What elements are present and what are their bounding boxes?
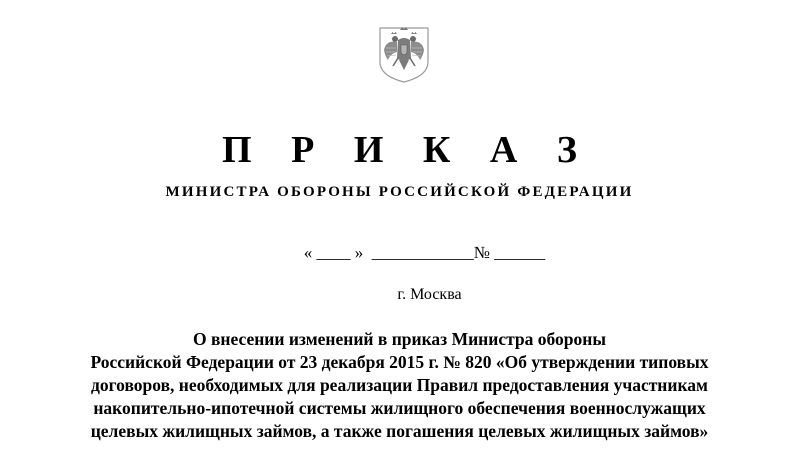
russian-coat-of-arms-icon bbox=[376, 24, 432, 84]
order-heading bbox=[0, 328, 799, 443]
city-line: г. Москва bbox=[397, 286, 462, 303]
heading-line: О внесении изменений в приказ Министра обороны bbox=[192, 329, 607, 349]
heading-line: накопительно-ипотечной системы жилищного обеспечения военнослужащих bbox=[93, 398, 706, 418]
heading-line: целевых жилищных займов, а также погашения целевых жилищных займов» bbox=[90, 421, 709, 441]
heading-line: Российской Федерации от 23 декабря 2015 г. № 820 «Об утверждении типовых bbox=[90, 352, 709, 372]
date-number-line: « ____ » ____________№ ______ bbox=[303, 243, 546, 262]
heading-line: договоров, необходимых для реализации Правил предоставления участникам bbox=[91, 375, 708, 395]
document-title: П Р И К А З bbox=[222, 129, 592, 171]
document-subtitle: МИНИСТРА ОБОРОНЫ РОССИЙСКОЙ ФЕДЕРАЦИИ bbox=[165, 184, 634, 200]
